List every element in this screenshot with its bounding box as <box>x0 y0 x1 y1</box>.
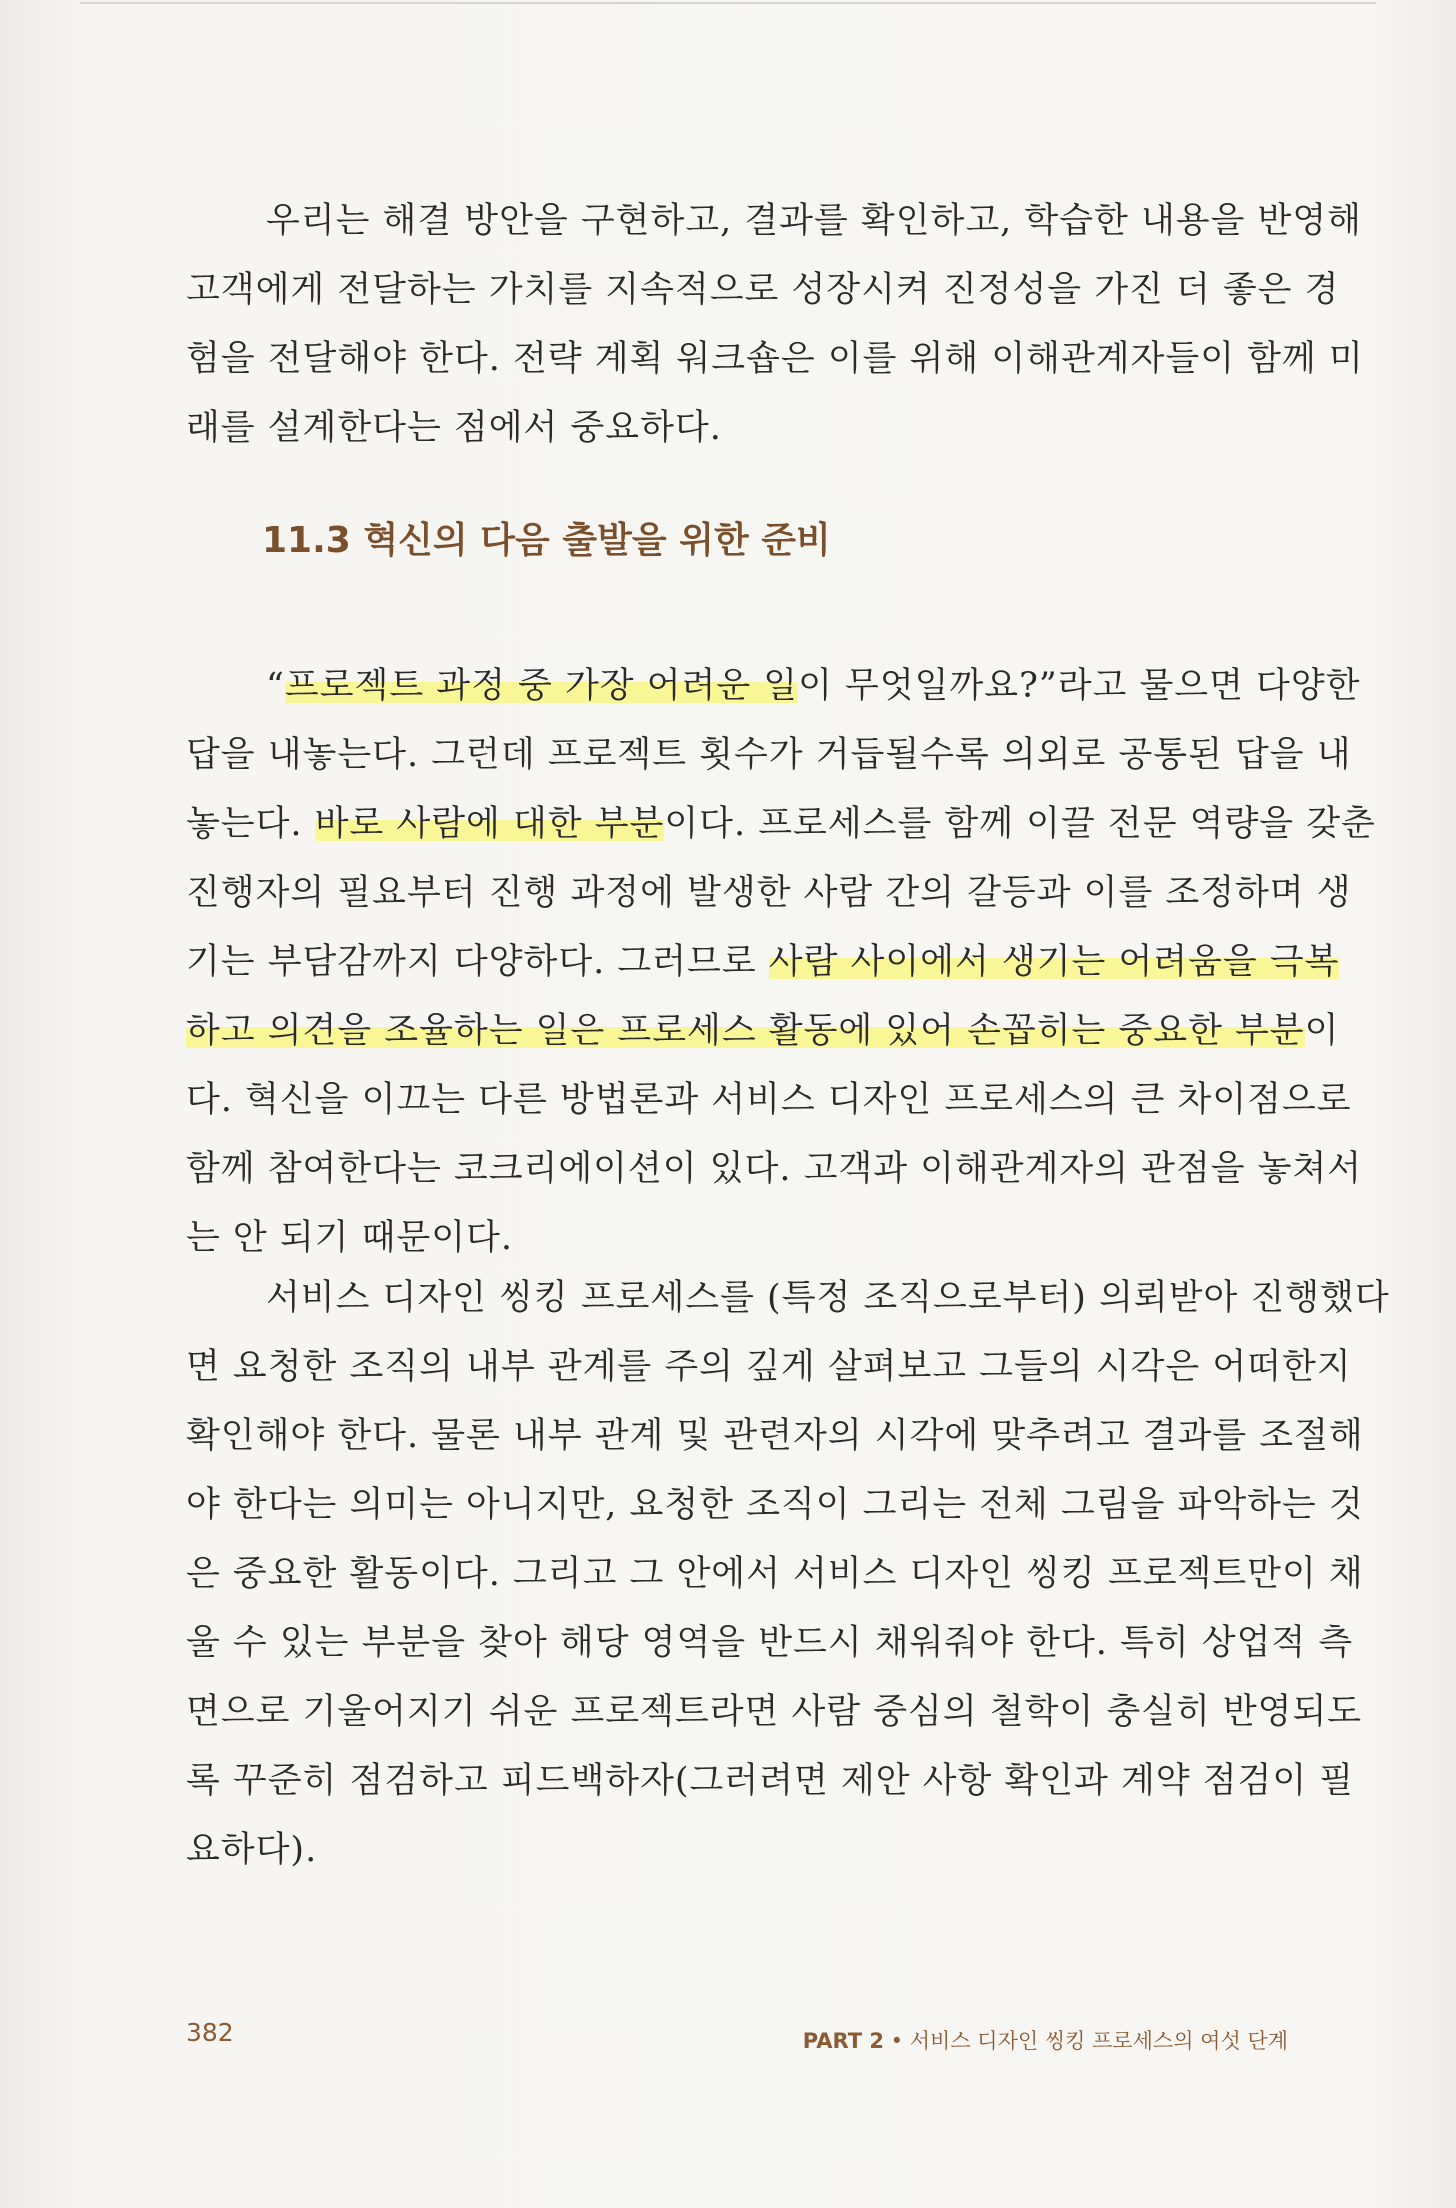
paragraph-2-line <box>186 652 1361 721</box>
paragraph-1-line: 고객에게 전달하는 가치를 지속적으로 성장시켜 진정성을 가진 더 좋은 경 <box>186 270 1340 310</box>
paragraph-1 <box>186 187 1364 463</box>
highlighted-text: 하고 의견을 조율하는 일은 프로세스 활동에 있어 손꼽히는 중요한 부분 <box>186 1011 1305 1051</box>
text: 이 무엇일까요?”라고 물으면 다양한 <box>798 666 1361 706</box>
text: 이 <box>1304 1011 1340 1051</box>
paragraph-3-line: 록 꾸준히 점검하고 피드백하자(그러려면 제안 사항 확인과 계약 점검이 필 <box>186 1761 1355 1801</box>
paragraph-2-line: 다. 혁신을 이끄는 다른 방법론과 서비스 디자인 프로세스의 큰 차이점으로 <box>186 1080 1352 1120</box>
page-number: 382 <box>186 2018 234 2047</box>
paragraph-3 <box>186 1264 1390 1885</box>
text: 놓는다. <box>186 804 315 844</box>
paragraph-3-line: 요하다). <box>186 1830 318 1870</box>
paragraph-3-line: 면 요청한 조직의 내부 관계를 주의 깊게 살펴보고 그들의 시각은 어떠한지 <box>186 1347 1352 1387</box>
highlighted-text: 프로젝트 과정 중 가장 어려운 일 <box>284 666 799 706</box>
paragraph-3-line: 울 수 있는 부분을 찾아 해당 영역을 반드시 채워줘야 한다. 특히 상업적 측 <box>186 1623 1354 1663</box>
paragraph-2-line <box>186 790 1376 859</box>
paragraph-2-line: 함께 참여한다는 코크리에이션이 있다. 고객과 이해관계자의 관점을 놓쳐서 <box>186 1149 1363 1189</box>
running-footer <box>803 2025 1288 2055</box>
paragraph-3-line: 서비스 디자인 씽킹 프로세스를 (특정 조직으로부터) 의뢰받아 진행했다 <box>266 1278 1390 1318</box>
paragraph-3-line: 면으로 기울어지기 쉬운 프로젝트라면 사람 중심의 철학이 충실히 반영되도 <box>186 1692 1363 1732</box>
highlighted-text: 사람 사이에서 생기는 어려움을 극복 <box>768 942 1340 982</box>
part-label: PART 2 <box>802 2029 884 2053</box>
paragraph-2-line <box>186 928 1340 997</box>
highlighted-text: 바로 사람에 대한 부분 <box>314 804 665 844</box>
top-edge-rule <box>80 2 1376 4</box>
paragraph-3-line: 야 한다는 의미는 아니지만, 요청한 조직이 그리는 전체 그림을 파악하는 것 <box>186 1485 1364 1525</box>
paragraph-3-line: 은 중요한 활동이다. 그리고 그 안에서 서비스 디자인 씽킹 프로젝트만이 채 <box>186 1554 1364 1594</box>
text: 기는 부담감까지 다양하다. 그러므로 <box>186 942 769 982</box>
text: 이다. 프로세스를 함께 이끌 전문 역량을 갖춘 <box>664 804 1376 844</box>
paragraph-3-line: 확인해야 한다. 물론 내부 관계 및 관련자의 시각에 맞추려고 결과를 조절해 <box>186 1416 1364 1456</box>
text: “ <box>266 666 285 706</box>
paragraph-1-line: 험을 전달해야 한다. 전략 계획 워크숍은 이를 위해 이해관계자들이 함께 미 <box>186 339 1364 379</box>
paragraph-1-line: 래를 설계한다는 점에서 중요하다. <box>186 408 722 448</box>
paragraph-2-line: 는 안 되기 때문이다. <box>186 1218 513 1258</box>
paragraph-2-line <box>186 997 1340 1066</box>
paragraph-1-line: 우리는 해결 방안을 구현하고, 결과를 확인하고, 학습한 내용을 반영해 <box>266 201 1362 241</box>
paragraph-2 <box>186 652 1376 1273</box>
paragraph-2-line: 진행자의 필요부터 진행 과정에 발생한 사람 간의 갈등과 이를 조정하며 생 <box>186 873 1352 913</box>
bullet-separator: • <box>890 2029 904 2053</box>
paragraph-2-line: 답을 내놓는다. 그런데 프로젝트 횟수가 거듭될수록 의외로 공통된 답을 내 <box>186 735 1352 775</box>
section-heading: 11.3 혁신의 다음 출발을 위한 준비 <box>262 520 831 561</box>
part-title: 서비스 디자인 씽킹 프로세스의 여섯 단계 <box>909 2029 1288 2053</box>
